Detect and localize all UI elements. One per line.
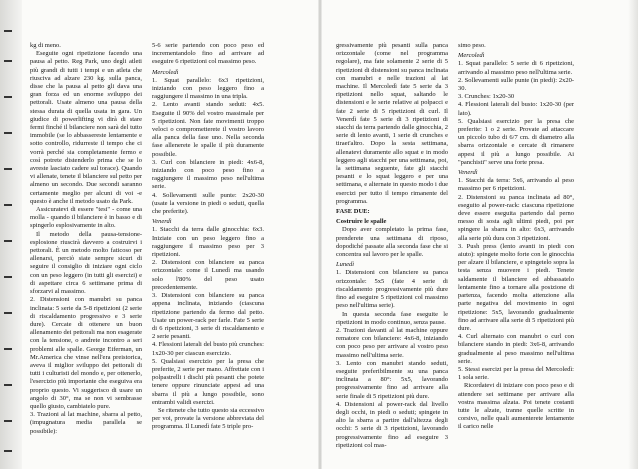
paragraph: 2. Distensioni con bilanciere su panca orizzontale: come il Lunedì ma usando solo l'80% del peso usato precedentemente.	[152, 259, 264, 291]
paragraph: gressivamente più pesanti sulla panca orizzontale (come nel programma regolare), ma fate solamente 2 serie di 5 ripetizioni di distensioni su panca inclinata con manubri e nelle trazioni al lat machine. Il Mercoledì fate 5 serie da 3 ripetizioni nello squat, saltando le distensioni e le serie relative ai polpacci e fate 2 serie di 5 ripetizioni di curl. Il Venerdì fate 5 serie di 3 ripetizioni di stacchi da terra partendo dalle ginocchia, 2 serie di lento avanti, 1 serie di crunches e tiraet'altro. Dopo la sesta settimana, allenatevi duramente allo squat e in modo leggero agli stacchi per una settimana, poi, la settimana seguente, fate gli stacchi pesanti e lo squat leggero e per una settimana, e alternate in questo modo i due esercizi per tutto il tempo rimanente del programma.	[336, 42, 448, 205]
paragraph: Eseguite ogni ripetizione facendo una pausa al petto. Reg Park, uno degli atleti più grandi di tutti i tempi e un atleta che riusciva ad alzare 230 kg. sulla panca, disse che la pausa al petto gli dava una gran forza ed un enorme sviluppo dei pettorali. Usate almeno una pausa della stessa durata di quella usata in gara. Un giudice di powerlifting vi dirà di stare fermi finché il bilanciere non sarà del tutto immobile (se lo abbassereste lentamente e sotto controllo, ridurreste il tempo che ci vorrà perché sia completamente fermo e così potrete distenderlo prima che se lo avreste lasciato cadere sul torace). Quando vi allenate, tenete il bilanciere sul petto per almeno un secondo. Due secondi saranno certamente meglio per alcuni di voi -e questo è anche il metodo usato da Park.	[30, 50, 142, 205]
binding-marks	[4, 0, 14, 469]
bold-heading: Costruire le spalle	[336, 218, 387, 226]
section-heading: Venerdì	[152, 218, 172, 226]
paragraph: 3. Lento con manubri stando seduti, eseguite preferibilmente su una panca inclinata a 80°: 5x5, lavorando progressivamente fino ad arrivare alla serie finale di 5 ripetizioni più dure.	[336, 359, 448, 400]
binding-mark	[4, 420, 12, 422]
text-column-1	[30, 42, 142, 462]
paragraph: 5. Qualsiasi esercizio per la presa che preferite: 1 o 2 serie. Provate ad attaccare un piccolo tubo di 6/7 cm. di diametro alla sbarra orizzontale e cercate di rimanere appesi il più a lungo possibile. Ai "panchisti" serve una forte presa.	[458, 117, 574, 166]
binding-mark	[4, 348, 12, 350]
section-heading: Mercoledì	[152, 68, 179, 76]
binding-mark	[4, 384, 12, 386]
paragraph: Assicuratevi di essere "tesi" - come una molla - quando il bilanciere è in basso e di spingerlo esplosivamente in alto.	[30, 206, 142, 230]
section-heading: Lunedì	[336, 261, 355, 269]
binding-mark	[4, 312, 12, 314]
text-column-2	[152, 42, 264, 462]
binding-mark	[4, 450, 12, 452]
paragraph: 5-6 serie partendo con poco peso ed incrementandolo fino ad arrivare ad eseguire 6 ripetizioni col massimo peso.	[152, 42, 264, 66]
paragraph: simo peso.	[458, 42, 486, 49]
paragraph: In questa seconda fase eseguite le ripetizioni in modo continuo, senza pause.	[336, 310, 448, 326]
paragraph: 4. Sollevamenti sulle punte: 2x20-30 (usate la versione in piedi o seduti, quella che preferite).	[152, 191, 264, 216]
text-column-3	[336, 42, 448, 462]
paragraph: 3. Crunches: 1x20-30	[458, 93, 515, 101]
binding-mark	[4, 240, 12, 242]
paragraph: 1. Stacchi da terra: 5x6, arrivando al peso massimo per 6 ripetizioni.	[458, 177, 574, 193]
paragraph: 5. Stessi esercizi per la presa del Mercoledì: 1 sola serie.	[458, 365, 574, 382]
paragraph: 4. Flessioni laterali del busto: 1x20-30 (per lato).	[458, 101, 574, 117]
text-column-4	[458, 42, 574, 462]
paragraph: kg di meno.	[30, 42, 61, 49]
binding-mark	[4, 96, 12, 98]
bold-heading: FASE DUE:	[336, 208, 370, 216]
binding-mark	[4, 30, 12, 32]
paragraph: 4. Curl alternato con manubri o curl con bilanciere stando in piedi: 3x6-8, arrivando gradualmente al peso massimo nell'ultima serie.	[458, 333, 574, 365]
paragraph: 3. Push press (lento avanti in piedi con aiuto): spingete molto forte con le ginocchia per alzare il bilanciere, e spingetelo sopra la testa senza muovere i piedi. Tenete saldamente il bilanciere ed abbassatelo lentamente fino a tornare alla posizione di partenza, facendo molta attenzione alla parte negativa del movimento in ogni ripetizione: 5x5, lavorando gradualmente fino ad arrivare alla serie di 5 ripetizioni più dure.	[458, 242, 574, 332]
paragraph: 1. Distensioni con bilanciere su panca orizzontale: 5x5 (fate 4 serie di riscaldamento progressivamente più dure fino ad eseguire 5 ripetizioni col massimo peso nell'ultima serie).	[336, 269, 448, 310]
paragraph: Il metodo della pausa-tensione-esplosione riuscirà davvero a costruirvi i pettorali. È un metodo molto faticoso per allenarsi, perciò siate sempre sicuri di seguire il consiglio di iniziare ogni ciclo con un peso leggero (in tutti gli esercizi) e di aspettare circa 6 settimane prima di sforzarvi al massimo.	[30, 230, 142, 296]
paragraph: Dopo aver completato la prima fase, prenderete una settimana di riposo, dopodiché passate alla seconda fase che si concentra sul lavoro per le spalle.	[336, 226, 448, 259]
section-heading: Venerdì	[458, 169, 478, 177]
paragraph: 2. Lento avanti stando seduti: 4x5. Eseguite il 90% del vostro massimale per 5 ripetizioni. Non fate movimenti troppo veloci o comprometterete il vostro lavoro alla panca della fase uno. Nella seconda fase allenerete le spalle il più duramente possibile.	[152, 101, 264, 158]
paragraph: 4. Distensioni al power-rack dal livello degli occhi, in piedi o seduti; spingete in alto la sbarra a partire dall'altezza degli occhi: 5 serie di 3 ripetizioni, lavorando progressivamente fino ad eseguire 3 ripetizioni col mas-	[336, 400, 448, 449]
paragraph: 3. Curl con bilanciere in piedi: 4x6-8, iniziando con poco peso fino a raggiungere il massimo peso nell'ultima serie.	[152, 158, 264, 191]
paragraph: 2. Distensioni su panca inclinata ad 80°, eseguito al power-rack: ciascuna ripetizione deve essere eseguita partendo dal perno messo di sosta agli ultimi piedi, poi per spingere la sbarra in alto: 6x3, arrivando alla serie più dura con 3 ripetizioni.	[458, 193, 574, 242]
paragraph: 3. Distensioni con bilanciere su panca appena inclinata, iniziando (ciascuna ripetizione partendo da fermo dal petto. Usate un power-rack per farle. Fate 5 serie di 6 ripetizioni, 3 serie di riscaldamento e 2 serie pesanti.	[152, 292, 264, 341]
section-heading: Mercoledì	[458, 52, 485, 60]
paragraph: 1. Squat parallelo: 6x3 ripetizioni, iniziando con peso leggero fino a raggiungere il massimo in una tripla.	[152, 76, 264, 101]
paragraph: 2. Trazioni davanti al lat machine oppure rematore con bilanciere: 4x6-8, iniziando con poco peso per arrivare al vostro peso massimo nell'ultima serie.	[336, 326, 448, 359]
paragraph: 1. Squat parallelo: 5 serie di 6 ripetizioni, arrivando al massimo peso nell'ultima serie.	[458, 60, 574, 76]
paragraph: 2. Distensioni con manubri su panca inclinata: 5 serie da 5-8 ripetizioni (2 serie di riscaldamento progressivo e 3 serie dure). Cercate di ottenere un buon allenamento dei pettorali ma non esagerate con la tensione, o andrete incontro a seri problemi alle spalle. George Eiferman, un Mr.America che vinse nell'era preistorica, aveva il miglior sviluppo dei pettorali di tutti i culturisti del mondo e, per ottenerlo, l'esercizio più importante che eseguiva era proprio questo. Vi suggerisco di usare un angolo di 30°, ma se non vi sembrasse quello giusto, cambiatelo pure.	[30, 296, 142, 410]
page-right-edge	[628, 0, 638, 469]
paragraph: 3. Trazioni al lat machine, sbarra al petto, (impugnatura media parallela se possibile):	[30, 411, 142, 435]
binding-mark	[4, 204, 12, 206]
binding-mark	[4, 132, 12, 134]
paragraph: 5. Qualsiasi esercizio per la presa che preferite, 2 serie per mano. Affrettate con i polpastrelli i dischi più pesanti che potete tenere oppure rinunciate appesi ad una sbarra il più a lungo possibile, sono entrambi validi esercizi.	[152, 357, 264, 406]
paragraph: 1. Stacchi da terra dalle ginocchia: 6x3. Iniziate con un peso leggero fino a raggiungere il massimo peso per 3 ripetizioni.	[152, 226, 264, 259]
binding-mark	[4, 168, 12, 170]
paragraph: Se ritenete che tutto questo sia eccessivo per voi, provate la versione abbreviata del programma. Il Lunedì fate 5 triple pro-	[152, 406, 264, 431]
page-gutter	[318, 0, 322, 469]
binding-mark	[4, 60, 12, 62]
paragraph: Ricordatevi di iniziare con poco peso e di attendere sei settimane per arrivare alla vostra massima alzata. Poi tenete costanti tutte le alzate, tranne quelle scritte in corsivo, nelle quali aumenterete lentamente il carico nelle	[458, 382, 574, 431]
paragraph: 2. Sollevamenti sulle punte (in piedi): 2x20-30.	[458, 76, 574, 93]
binding-mark	[4, 276, 12, 278]
paragraph: 4. Flessioni laterali del busto più crunches: 1x20-30 per ciascun esercizio.	[152, 341, 264, 357]
